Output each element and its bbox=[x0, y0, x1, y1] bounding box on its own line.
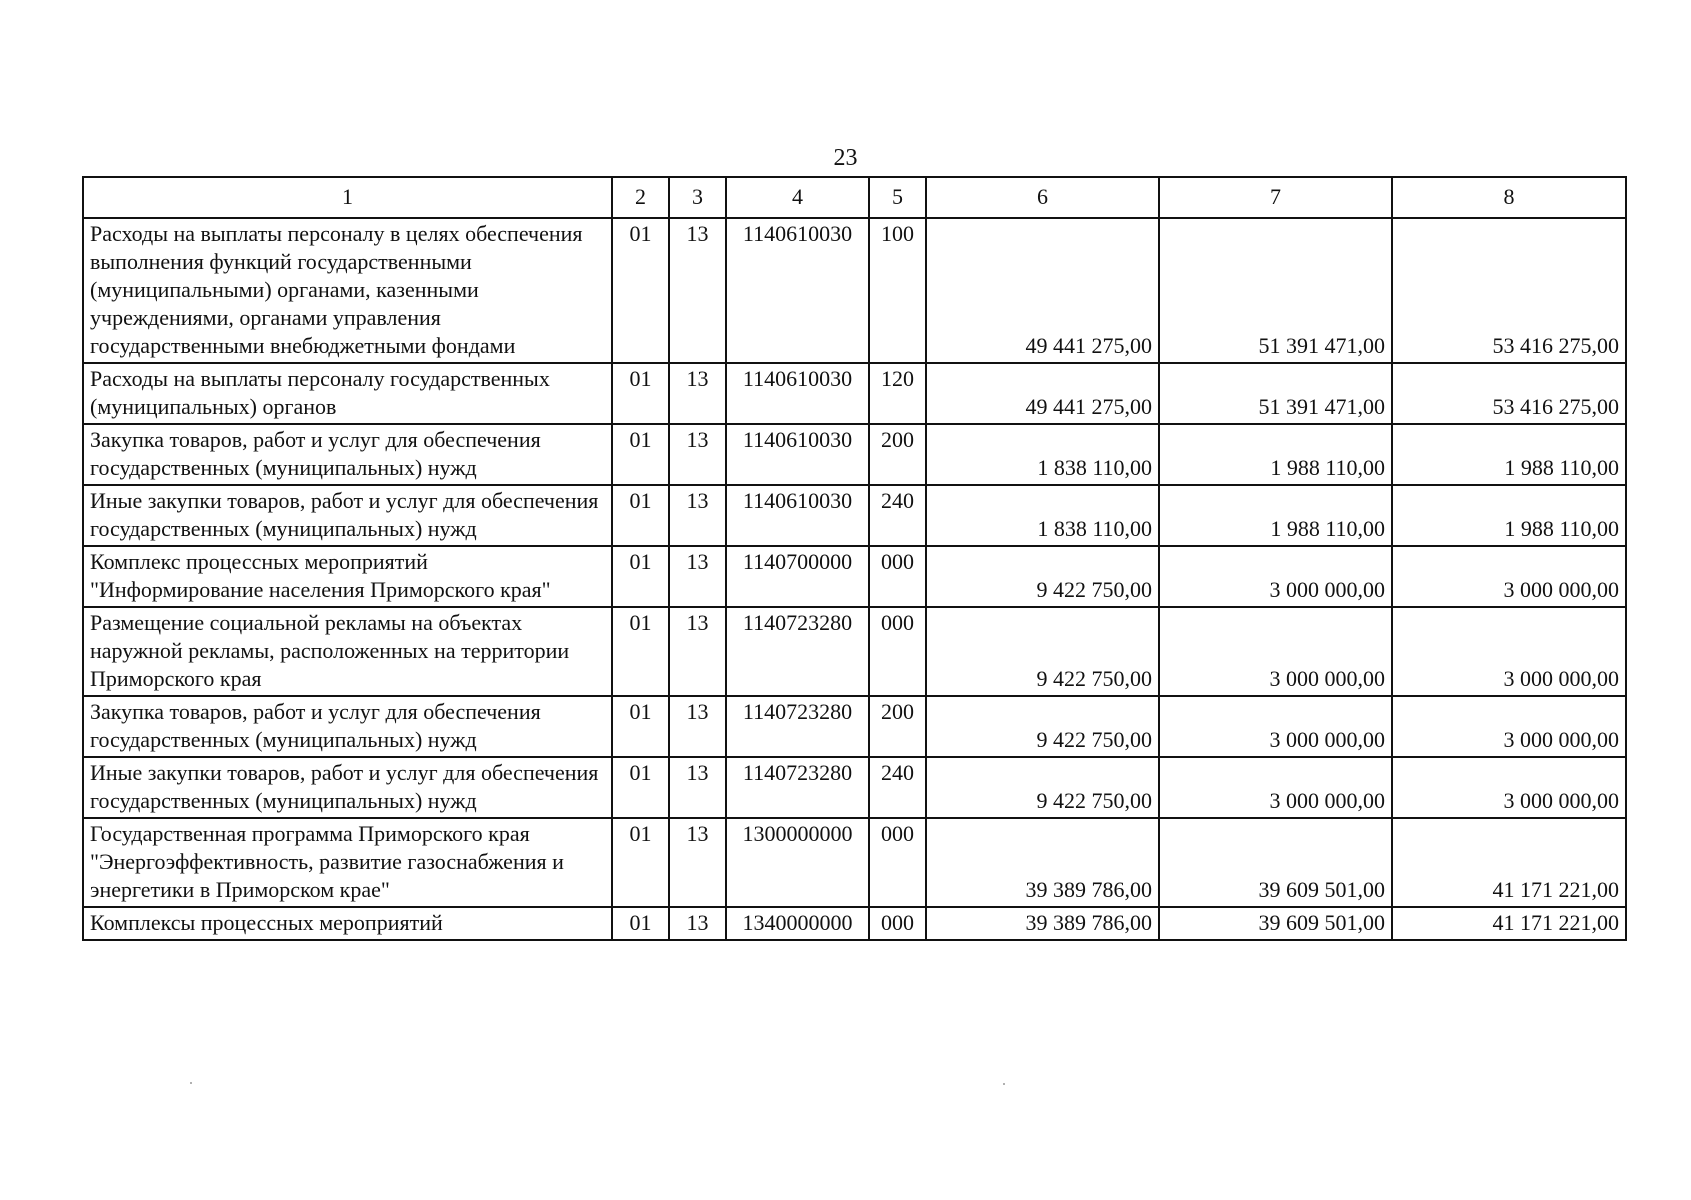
amount-col-7: 1 988 110,00 bbox=[1159, 424, 1392, 485]
amount-col-6: 39 389 786,00 bbox=[926, 818, 1159, 907]
section-code: 01 bbox=[612, 485, 669, 546]
subsection-code: 13 bbox=[669, 424, 726, 485]
amount-col-8: 1 988 110,00 bbox=[1392, 424, 1626, 485]
subsection-code: 13 bbox=[669, 485, 726, 546]
header-cell-7: 7 bbox=[1159, 177, 1392, 218]
subsection-code: 13 bbox=[669, 757, 726, 818]
table-row bbox=[83, 907, 1626, 940]
target-article-code: 1340000000 bbox=[726, 907, 869, 940]
amount-col-8: 3 000 000,00 bbox=[1392, 696, 1626, 757]
section-code: 01 bbox=[612, 696, 669, 757]
target-article-code: 1140723280 bbox=[726, 607, 869, 696]
amount-col-6: 49 441 275,00 bbox=[926, 363, 1159, 424]
amount-col-8: 3 000 000,00 bbox=[1392, 607, 1626, 696]
expense-name: Закупка товаров, работ и услуг для обеспечения государственных (муниципальных) нужд bbox=[83, 696, 612, 757]
table-row bbox=[83, 757, 1626, 818]
table-row bbox=[83, 818, 1626, 907]
amount-col-6: 9 422 750,00 bbox=[926, 696, 1159, 757]
table-row bbox=[83, 607, 1626, 696]
amount-col-8: 41 171 221,00 bbox=[1392, 907, 1626, 940]
expense-name: Иные закупки товаров, работ и услуг для обеспечения государственных (муниципальных) нужд bbox=[83, 485, 612, 546]
section-code: 01 bbox=[612, 907, 669, 940]
subsection-code: 13 bbox=[669, 907, 726, 940]
expense-type-code: 120 bbox=[869, 363, 926, 424]
section-code: 01 bbox=[612, 607, 669, 696]
amount-col-6: 9 422 750,00 bbox=[926, 546, 1159, 607]
section-code: 01 bbox=[612, 218, 669, 363]
table-row bbox=[83, 696, 1626, 757]
table-row bbox=[83, 546, 1626, 607]
amount-col-7: 39 609 501,00 bbox=[1159, 907, 1392, 940]
expense-type-code: 200 bbox=[869, 424, 926, 485]
header-cell-4: 4 bbox=[726, 177, 869, 218]
header-row bbox=[83, 177, 1626, 218]
target-article-code: 1140610030 bbox=[726, 363, 869, 424]
amount-col-7: 3 000 000,00 bbox=[1159, 757, 1392, 818]
amount-col-6: 9 422 750,00 bbox=[926, 757, 1159, 818]
expense-type-code: 100 bbox=[869, 218, 926, 363]
section-code: 01 bbox=[612, 757, 669, 818]
amount-col-7: 51 391 471,00 bbox=[1159, 218, 1392, 363]
amount-col-6: 1 838 110,00 bbox=[926, 424, 1159, 485]
table-row bbox=[83, 485, 1626, 546]
expense-name: Государственная программа Приморского края "Энергоэффективность, развитие газоснабжения и энергетики в Приморском крае" bbox=[83, 818, 612, 907]
target-article-code: 1140723280 bbox=[726, 696, 869, 757]
subsection-code: 13 bbox=[669, 696, 726, 757]
header-cell-8: 8 bbox=[1392, 177, 1626, 218]
amount-col-6: 49 441 275,00 bbox=[926, 218, 1159, 363]
amount-col-7: 39 609 501,00 bbox=[1159, 818, 1392, 907]
header-cell-5: 5 bbox=[869, 177, 926, 218]
header-cell-1: 1 bbox=[83, 177, 612, 218]
table-body bbox=[83, 218, 1626, 940]
amount-col-8: 3 000 000,00 bbox=[1392, 546, 1626, 607]
subsection-code: 13 bbox=[669, 218, 726, 363]
target-article-code: 1300000000 bbox=[726, 818, 869, 907]
expense-name: Иные закупки товаров, работ и услуг для обеспечения государственных (муниципальных) нужд bbox=[83, 757, 612, 818]
subsection-code: 13 bbox=[669, 818, 726, 907]
expense-type-code: 200 bbox=[869, 696, 926, 757]
table-row bbox=[83, 363, 1626, 424]
expense-type-code: 000 bbox=[869, 546, 926, 607]
expense-type-code: 000 bbox=[869, 818, 926, 907]
expense-name: Расходы на выплаты персоналу государственных (муниципальных) органов bbox=[83, 363, 612, 424]
subsection-code: 13 bbox=[669, 546, 726, 607]
target-article-code: 1140610030 bbox=[726, 485, 869, 546]
header-cell-6: 6 bbox=[926, 177, 1159, 218]
budget-table bbox=[82, 176, 1627, 941]
section-code: 01 bbox=[612, 818, 669, 907]
target-article-code: 1140700000 bbox=[726, 546, 869, 607]
amount-col-8: 53 416 275,00 bbox=[1392, 363, 1626, 424]
subsection-code: 13 bbox=[669, 607, 726, 696]
expense-type-code: 240 bbox=[869, 485, 926, 546]
amount-col-7: 3 000 000,00 bbox=[1159, 546, 1392, 607]
table-row bbox=[83, 218, 1626, 363]
amount-col-6: 1 838 110,00 bbox=[926, 485, 1159, 546]
target-article-code: 1140723280 bbox=[726, 757, 869, 818]
section-code: 01 bbox=[612, 424, 669, 485]
section-code: 01 bbox=[612, 363, 669, 424]
amount-col-6: 9 422 750,00 bbox=[926, 607, 1159, 696]
amount-col-8: 53 416 275,00 bbox=[1392, 218, 1626, 363]
expense-name: Размещение социальной рекламы на объектах наружной рекламы, расположенных на территории Приморского края bbox=[83, 607, 612, 696]
section-code: 01 bbox=[612, 546, 669, 607]
expense-type-code: 240 bbox=[869, 757, 926, 818]
table-row bbox=[83, 424, 1626, 485]
scan-speck bbox=[190, 1082, 192, 1084]
expense-type-code: 000 bbox=[869, 607, 926, 696]
expense-name: Комплексы процессных мероприятий bbox=[83, 907, 612, 940]
subsection-code: 13 bbox=[669, 363, 726, 424]
amount-col-7: 3 000 000,00 bbox=[1159, 696, 1392, 757]
table-header bbox=[83, 177, 1626, 218]
expense-name: Расходы на выплаты персоналу в целях обеспечения выполнения функций государственными (муниципальными) органами, казенными учреждениями, органами управления государственными внебюджетными фондами bbox=[83, 218, 612, 363]
scan-speck bbox=[1003, 1083, 1005, 1085]
amount-col-6: 39 389 786,00 bbox=[926, 907, 1159, 940]
header-cell-2: 2 bbox=[612, 177, 669, 218]
expense-name: Закупка товаров, работ и услуг для обеспечения государственных (муниципальных) нужд bbox=[83, 424, 612, 485]
expense-type-code: 000 bbox=[869, 907, 926, 940]
expense-name: Комплекс процессных мероприятий "Информирование населения Приморского края" bbox=[83, 546, 612, 607]
amount-col-8: 3 000 000,00 bbox=[1392, 757, 1626, 818]
amount-col-8: 41 171 221,00 bbox=[1392, 818, 1626, 907]
target-article-code: 1140610030 bbox=[726, 218, 869, 363]
header-cell-3: 3 bbox=[669, 177, 726, 218]
amount-col-7: 1 988 110,00 bbox=[1159, 485, 1392, 546]
amount-col-7: 51 391 471,00 bbox=[1159, 363, 1392, 424]
target-article-code: 1140610030 bbox=[726, 424, 869, 485]
amount-col-8: 1 988 110,00 bbox=[1392, 485, 1626, 546]
page-number: 23 bbox=[833, 145, 858, 171]
amount-col-7: 3 000 000,00 bbox=[1159, 607, 1392, 696]
